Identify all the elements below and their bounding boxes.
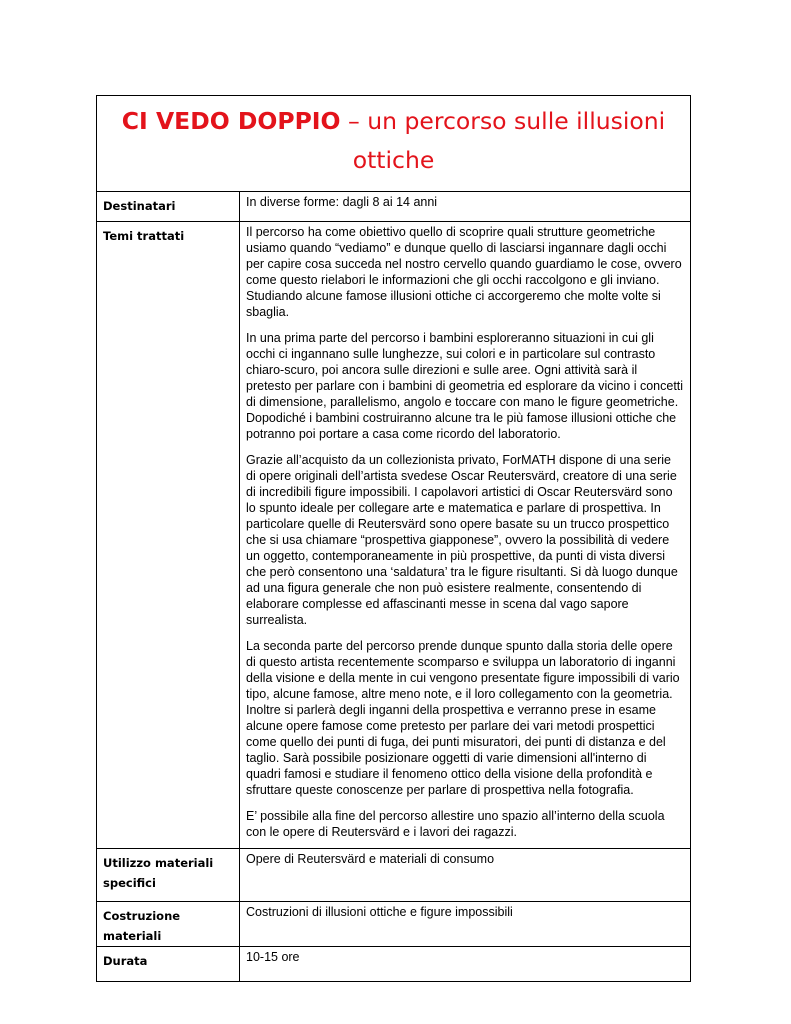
label-durata: Durata	[97, 947, 240, 982]
row-costruzione	[97, 902, 691, 947]
row-destinatari	[97, 192, 691, 222]
value-costruzione: Costruzioni di illusioni ottiche e figure impossibili	[240, 902, 691, 947]
label-temi-trattati: Temi trattati	[97, 222, 240, 849]
title-subtitle: – un percorso sulle illusioni ottiche	[340, 107, 666, 174]
page-title	[105, 102, 682, 180]
label-materiali: Utilizzo materiali specifici	[97, 849, 240, 902]
title-row	[97, 96, 691, 192]
paragraph: La seconda parte del percorso prende dunque spunto dalla storia delle opere di questo artista recentemente scomparso e sviluppa un laboratorio di inganni della visione e della mente in cui vengono presentate figure impossibili di vario tipo, alcune famose, altre meno note, e il loro collegamento con la geometria. Inoltre si parlerà degli inganni della prospettiva e verranno prese in esame alcune opere famose come pretesto per parlare dei vari metodi prospettici come quello dei punti di fuga, dei punti misuratori, dei punti di distanza e del taglio. Sarà possibile posizionare oggetti di varie dimensioni all'interno di quadri famosi e studiare il fenomeno ottico della visione della profondità e sfruttare queste conoscenze per parlare di prospettiva nella fotografia.	[246, 639, 680, 797]
paragraph: Il percorso ha come obiettivo quello di scoprire quali strutture geometriche usiamo quando “vediamo” e dunque quello di lasciarsi ingannare dagli occhi per capire cosa succeda nel nostro cervello quando guardiamo le cose, ovvero come questo rielabori le informazioni che gli occhi raccolgono e gli inviano. Studiando alcune famose illusioni ottiche ci accorgeremo che molte volte si sbaglia.	[246, 225, 682, 319]
row-durata	[97, 947, 691, 982]
value-materiali: Opere di Reutersvärd e materiali di consumo	[240, 849, 691, 902]
value-temi-trattati	[240, 222, 691, 849]
paragraph: Grazie all’acquisto da un collezionista privato, ForMATH dispone di una serie di opere originali dell’artista svedese Oscar Reutersvärd, creatore di una serie di incredibili figure impossibili. I capolavori artistici di Oscar Reutersvärd sono lo spunto ideale per collegare arte e matematica e parlare di prospettiva. In particolare quelle di Reutersvärd sono opere basate su un trucco prospettico che si usa chiamare “prospettiva giapponese”, ovvero la possibilità di vedere un oggetto, contemporaneamente in più prospettive, da punti di vista diversi che però consentono una ‘saldatura’ tra le figure risultanti. Si dà luogo dunque ad una figura generale che non può esistere realmente, consentendo di elaborare complesse ed affascinanti messe in scena dal vago sapore surrealista.	[246, 453, 678, 627]
value-destinatari: In diverse forme: dagli 8 ai 14 anni	[240, 192, 691, 222]
row-materiali	[97, 849, 691, 902]
paragraph: In una prima parte del percorso i bambini esploreranno situazioni in cui gli occhi ci ingannano sulle lunghezze, sui colori e in particolare sul contrasto chiaro-scuro, poi ancora sulle direzioni e sulle aree. Ogni attività sarà il pretesto per parlare con i bambini di geometria ed esplorare da vicino i concetti di dimensione, parallelismo, angolo e toccare con mano le figure geometriche. Dopodiché i bambini costruiranno alcune tra le più famose illusioni ottiche che potranno poi portare a casa come ricordo del laboratorio.	[246, 331, 684, 441]
title-cell	[97, 96, 691, 192]
label-costruzione: Costruzione materiali	[97, 902, 240, 947]
row-temi-trattati	[97, 222, 691, 849]
course-table	[96, 95, 691, 982]
value-durata: 10-15 ore	[240, 947, 691, 982]
title-main: CI VEDO DOPPIO	[121, 107, 341, 135]
label-destinatari: Destinatari	[97, 192, 240, 222]
paragraph: E’ possibile alla fine del percorso allestire uno spazio all’interno della scuola con le opere di Reutersvärd e i lavori dei ragazzi.	[246, 809, 665, 839]
